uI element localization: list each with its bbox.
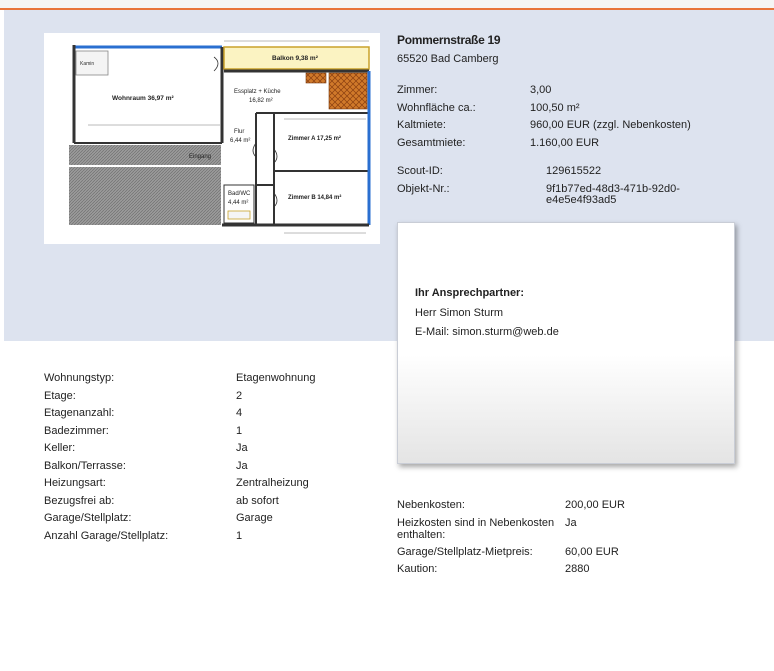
- cost-row: [397, 517, 737, 546]
- detail-row: [44, 460, 374, 478]
- detail-row: [44, 372, 374, 390]
- floor-plan: [44, 33, 380, 244]
- contact-card: [397, 222, 735, 464]
- summary-value: 100,50 m²: [530, 101, 580, 114]
- detail-value: Ja: [236, 459, 248, 472]
- plan-essplatz-1: Essplatz + Küche: [234, 89, 281, 95]
- street: Pommernstraße 19: [397, 33, 501, 47]
- summary-row: [397, 102, 737, 120]
- plan-flur-2: 6,44 m²: [230, 138, 251, 144]
- cost-label: Kaution:: [397, 563, 438, 575]
- costs-list: [397, 499, 737, 581]
- objekt-nr-value-cont: e4e5e4f93ad5: [546, 194, 617, 206]
- plan-eingang: Eingang: [189, 154, 212, 160]
- cost-row: [397, 563, 737, 581]
- plan-balkon: Balkon 9,38 m²: [272, 55, 318, 62]
- details-list: [44, 372, 374, 547]
- detail-label: Balkon/Terrasse:: [44, 459, 126, 472]
- floor-plan-drawing: [44, 33, 380, 244]
- detail-label: Anzahl Garage/Stellplatz:: [44, 529, 169, 542]
- scout-id-row: [397, 165, 737, 183]
- summary-row: [397, 137, 737, 155]
- detail-row: [44, 407, 374, 425]
- objekt-nr-value: 9f1b77ed-48d3-471b-92d0-: [546, 182, 680, 195]
- cost-row: [397, 546, 737, 564]
- plan-essplatz-2: 16,82 m²: [249, 98, 273, 104]
- address-block: [397, 33, 500, 65]
- detail-label: Etagenanzahl:: [44, 407, 115, 419]
- cost-label-cont: enthalten:: [397, 528, 446, 541]
- plan-flur-1: Flur: [234, 129, 245, 135]
- detail-row: [44, 495, 374, 513]
- detail-value: Etagenwohnung: [236, 372, 316, 384]
- cost-label: Garage/Stellplatz-Mietpreis:: [397, 545, 533, 558]
- summary-value: 1.160,00 EUR: [530, 136, 600, 149]
- summary-row: [397, 84, 737, 102]
- contact-email[interactable]: E-Mail: simon.sturm@web.de: [415, 326, 559, 338]
- city: 65520 Bad Camberg: [397, 53, 499, 65]
- cost-label: Nebenkosten:: [397, 499, 465, 511]
- contact-title: Ihr Ansprechpartner:: [415, 287, 525, 299]
- plan-zimmer-a: Zimmer A 17,25 m²: [288, 136, 341, 142]
- plan-bad-2: 4,44 m²: [228, 200, 249, 206]
- detail-row: [44, 425, 374, 443]
- detail-row: [44, 442, 374, 460]
- detail-label: Garage/Stellplatz:: [44, 512, 132, 524]
- detail-row: [44, 530, 374, 548]
- detail-value: ab sofort: [236, 494, 279, 507]
- cost-row: [397, 499, 737, 517]
- scout-id-label: Scout-ID:: [397, 165, 443, 177]
- summary-row: [397, 119, 737, 137]
- detail-value: 1: [236, 529, 243, 542]
- scout-id-value: 129615522: [546, 165, 602, 177]
- id-list: [397, 165, 737, 218]
- detail-value: 1: [236, 424, 243, 437]
- plan-kamin: Kamin: [80, 61, 95, 67]
- cost-value: 2880: [565, 563, 590, 575]
- detail-value: Garage: [236, 512, 273, 524]
- plan-wohnraum: Wohnraum 36,97 m²: [112, 95, 174, 102]
- plan-zimmer-b: Zimmer B 14,84 m²: [288, 195, 342, 201]
- objekt-nr-label: Objekt-Nr.:: [397, 182, 450, 195]
- detail-label: Keller:: [44, 442, 76, 454]
- cost-value: 200,00 EUR: [565, 499, 625, 511]
- detail-row: [44, 390, 374, 408]
- cost-label: Heizkosten sind in Nebenkosten: [397, 516, 555, 529]
- cost-value: Ja: [565, 516, 577, 529]
- top-rule: [0, 0, 774, 10]
- detail-row: [44, 512, 374, 530]
- contact-name: Herr Simon Sturm: [415, 307, 504, 319]
- detail-label: Wohnungstyp:: [44, 372, 115, 384]
- cost-value: 60,00 EUR: [565, 545, 619, 558]
- detail-row: [44, 477, 374, 495]
- detail-label: Heizungsart:: [44, 477, 106, 489]
- detail-label: Etage:: [44, 389, 76, 402]
- detail-value: 2: [236, 389, 243, 402]
- detail-value: Zentralheizung: [236, 477, 309, 489]
- summary-value: 960,00 EUR (zzgl. Nebenkosten): [530, 119, 691, 131]
- summary-label: Gesamtmiete:: [397, 136, 466, 149]
- objekt-nr-row-cont: [397, 194, 737, 218]
- summary-label: Wohnfläche ca.:: [397, 101, 476, 114]
- detail-label: Bezugsfrei ab:: [44, 494, 115, 507]
- detail-value: Ja: [236, 442, 248, 454]
- summary-label: Zimmer:: [397, 84, 438, 96]
- summary-label: Kaltmiete:: [397, 119, 446, 131]
- summary-list: [397, 84, 737, 154]
- summary-value: 3,00: [530, 84, 552, 96]
- detail-value: 4: [236, 407, 243, 419]
- plan-bad-1: Bad/WC: [228, 191, 251, 197]
- detail-label: Badezimmer:: [44, 424, 109, 437]
